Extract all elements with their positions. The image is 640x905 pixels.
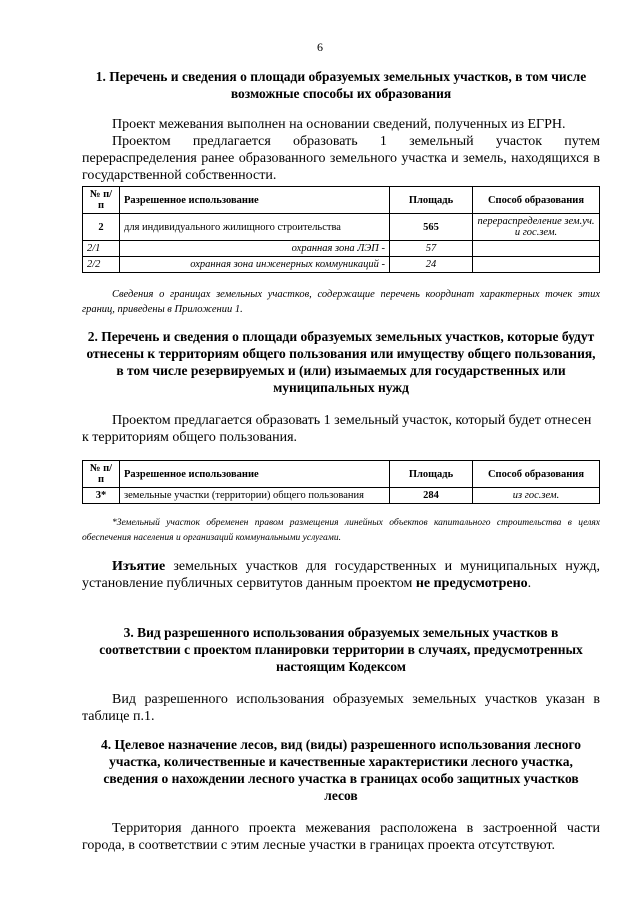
col-num-header: № п/п bbox=[83, 187, 120, 214]
col-use-header: Разрешенное использование bbox=[120, 461, 390, 488]
cell-area: 24 bbox=[390, 257, 473, 273]
table-row bbox=[83, 257, 600, 273]
section3-title: 3. Вид разрешенного использования образуемых земельных участков в соответствии с проектом планировки территории в случаях, предусмотренных настоящим Кодексом bbox=[99, 625, 583, 674]
section4-para1: Территория данного проекта межевания расположена в застроенной части города, в соответствии с этим лесные участки в границах проекта отсутствуют. bbox=[82, 821, 600, 853]
cell-area: 565 bbox=[390, 214, 473, 241]
cell-use: охранная зона ЛЭП - bbox=[120, 241, 390, 257]
text-mid: земельных участков для государственных и муниципальных нужд, установление публичных сервитутов данным проектом bbox=[82, 559, 600, 591]
section2-table bbox=[82, 460, 600, 504]
section2-footnote: *Земельный участок обременен правом размещения линейных объектов капитального строительства в целях обеспечения населения и организаций коммунальными услугами. bbox=[82, 518, 600, 543]
col-method-header: Способ образования bbox=[473, 461, 600, 488]
cell-method: перераспределение зем.уч. и гос.зем. bbox=[473, 214, 600, 241]
section4-title: 4. Целевое назначение лесов, вид (виды) разрешенного использования лесного участка, количественные и качественные характеристики лесного участка, сведения о нахождении лесного участка в границах особо защитных участков лесов bbox=[100, 737, 582, 803]
cell-num: 3* bbox=[83, 488, 120, 504]
table-row bbox=[83, 241, 600, 257]
cell-area: 57 bbox=[390, 241, 473, 257]
cell-use: охранная зона инженерных коммуникаций - bbox=[120, 257, 390, 273]
col-num-header: № п/п bbox=[83, 461, 120, 488]
table-row bbox=[83, 214, 600, 241]
col-area-header: Площадь bbox=[390, 187, 473, 214]
section1-note: Сведения о границах земельных участков, содержащие перечень координат характерных точек этих границ, приведены в Приложении 1. bbox=[82, 289, 600, 315]
table-row bbox=[83, 488, 600, 504]
col-use-header: Разрешенное использование bbox=[120, 187, 390, 214]
table-header-row bbox=[83, 461, 600, 488]
section1-table bbox=[82, 186, 600, 273]
section1-para1: Проект межевания выполнен на основании сведений, полученных из ЕГРН. bbox=[112, 117, 566, 132]
bold-start: Изъятие bbox=[112, 559, 166, 574]
col-area-header: Площадь bbox=[390, 461, 473, 488]
section2-title: 2. Перечень и сведения о площади образуемых земельных участков, которые будут отнесены к территориям общего пользования или имуществу общего пользования, в том числе резервируемых и (или) изымаемых для государственных или муниципальных нужд bbox=[86, 329, 596, 395]
section2-para2 bbox=[82, 558, 600, 592]
section1-title: 1. Перечень и сведения о площади образуемых земельных участков, в том числе возможные способы их образования bbox=[95, 69, 587, 101]
cell-num: 2/2 bbox=[83, 257, 120, 273]
cell-num: 2/1 bbox=[83, 241, 120, 257]
section3-para1: Вид разрешенного использования образуемых земельных участков указан в таблице п.1. bbox=[82, 692, 600, 724]
cell-use: для индивидуального жилищного строительства bbox=[120, 214, 390, 241]
table-header-row bbox=[83, 187, 600, 214]
text-tail: . bbox=[527, 576, 532, 591]
cell-use: земельные участки (территории) общего пользования bbox=[120, 488, 390, 504]
bold-end: не предусмотрено bbox=[415, 576, 528, 591]
col-method-header: Способ образования bbox=[473, 187, 600, 214]
cell-method bbox=[473, 241, 600, 257]
cell-method: из гос.зем. bbox=[473, 488, 600, 504]
cell-area: 284 bbox=[390, 488, 473, 504]
page-number: 6 bbox=[317, 40, 323, 54]
section1-para2: Проектом предлагается образовать 1 земельный участок путем перераспределения ранее образованного земельного участка и земель, находящихся в государственной собственности. bbox=[82, 134, 600, 183]
section2-para1: Проектом предлагается образовать 1 земельный участок, который будет отнесен к территориям общего пользования. bbox=[82, 413, 592, 445]
cell-num: 2 bbox=[83, 214, 120, 241]
cell-method bbox=[473, 257, 600, 273]
